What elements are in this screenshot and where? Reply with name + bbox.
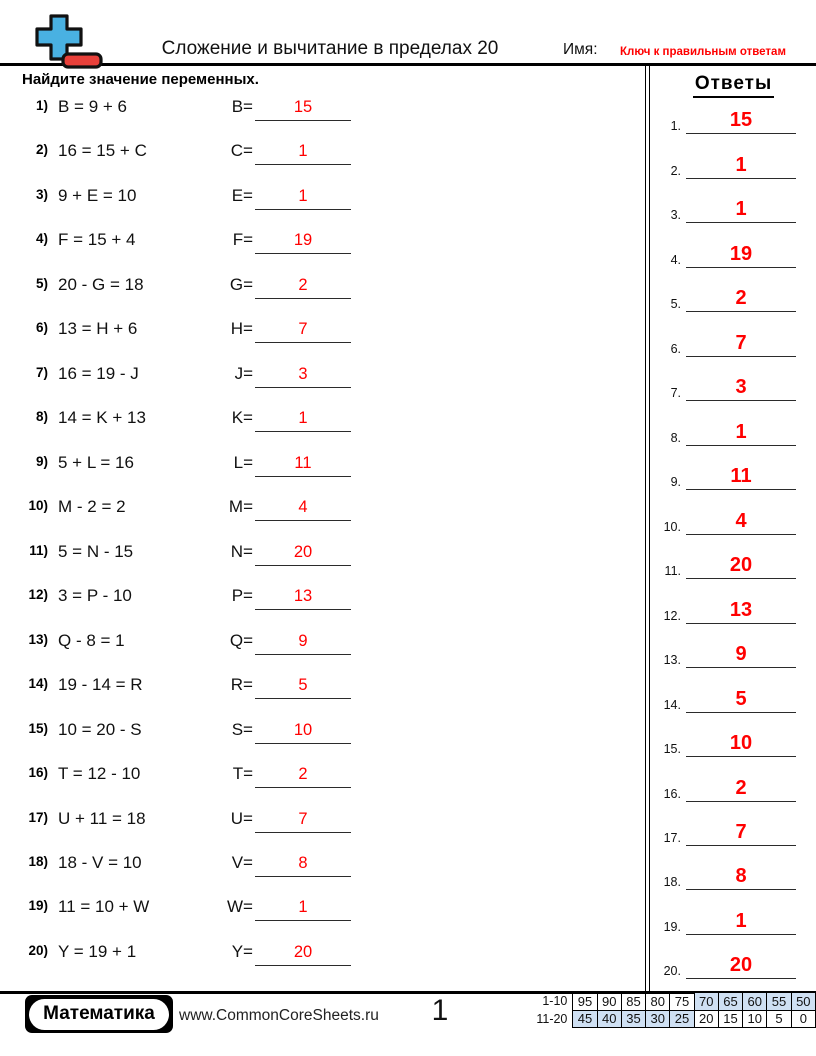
answer-value: 7 bbox=[298, 809, 308, 828]
problem-number: 9) bbox=[35, 453, 48, 469]
problem-number: 17) bbox=[28, 809, 48, 825]
problem-number: 19) bbox=[28, 898, 48, 914]
answer-variable-label: B= bbox=[231, 97, 253, 116]
problem-number: 4) bbox=[35, 231, 48, 247]
header-divider bbox=[0, 63, 816, 66]
answer-variable-label: H= bbox=[230, 319, 253, 339]
answer-blank-line bbox=[255, 943, 351, 966]
answer-value: 20 bbox=[293, 542, 313, 561]
answer-row bbox=[651, 715, 816, 759]
problem-answer-area bbox=[183, 675, 355, 699]
answer-key-value: 1 bbox=[686, 199, 796, 223]
answer-blank-line bbox=[255, 320, 351, 343]
answer-number: 19. bbox=[663, 919, 681, 934]
problem-row bbox=[0, 221, 644, 265]
score-cell: 70 bbox=[694, 993, 718, 1011]
problem-answer-area bbox=[183, 720, 355, 744]
answer-row bbox=[651, 937, 816, 981]
answer-row bbox=[651, 537, 816, 581]
score-cell: 0 bbox=[791, 1010, 815, 1028]
score-cell: 45 bbox=[573, 1010, 597, 1028]
answer-key-value: 1 bbox=[686, 155, 796, 179]
problem-row bbox=[0, 399, 644, 443]
answer-blank-line bbox=[255, 854, 351, 877]
answer-variable-label: C= bbox=[230, 141, 253, 161]
answer-value: 1 bbox=[298, 898, 308, 917]
instructions-text: Найдите значение переменных. bbox=[22, 71, 259, 88]
answer-blank-line bbox=[255, 498, 351, 521]
problem-equation: U + 11 = 18 bbox=[58, 808, 146, 828]
answer-value: 19 bbox=[293, 231, 313, 250]
score-cell: 90 bbox=[597, 993, 621, 1011]
answer-key-value: 4 bbox=[686, 511, 796, 535]
answer-key-value: 15 bbox=[686, 110, 796, 134]
problem-row bbox=[0, 666, 644, 710]
answer-variable-label: R= bbox=[230, 675, 253, 695]
problem-equation: 16 = 19 - J bbox=[58, 363, 139, 383]
answer-row bbox=[651, 225, 816, 269]
score-cell: 10 bbox=[743, 1010, 767, 1028]
problem-row bbox=[0, 711, 644, 755]
answer-number: 4. bbox=[670, 252, 681, 267]
answer-key-value: 11 bbox=[686, 466, 796, 490]
answer-blank-line bbox=[255, 721, 351, 744]
problem-row bbox=[0, 488, 644, 532]
answer-row bbox=[651, 804, 816, 848]
worksheet-title: Сложение и вычитание в пределах 20 bbox=[161, 38, 499, 59]
problem-equation: Q - 8 = 1 bbox=[58, 630, 125, 650]
answer-value: 4 bbox=[298, 498, 308, 517]
answer-value: 7 bbox=[298, 320, 308, 339]
answer-number: 9. bbox=[670, 475, 681, 490]
answer-number: 16. bbox=[663, 786, 681, 801]
problem-number: 11) bbox=[29, 542, 48, 558]
answer-blank-line bbox=[255, 543, 351, 566]
answer-variable-label: T= bbox=[232, 764, 253, 784]
brand-label: Математика bbox=[29, 999, 169, 1030]
problem-number: 6) bbox=[35, 320, 48, 336]
answer-key-value: 20 bbox=[686, 555, 796, 579]
page-number: 1 bbox=[431, 994, 449, 1027]
answer-variable-label: M= bbox=[228, 497, 253, 517]
answer-value: 1 bbox=[298, 142, 308, 161]
problem-answer-area bbox=[183, 319, 355, 343]
plus-minus-logo bbox=[27, 13, 105, 71]
problem-number: 13) bbox=[28, 631, 48, 647]
answer-blank-line bbox=[255, 454, 351, 477]
answer-variable-label: Y= bbox=[231, 941, 253, 961]
problem-answer-area bbox=[183, 586, 355, 610]
score-cell: 15 bbox=[718, 1010, 742, 1028]
problem-equation: 11 = 10 + W bbox=[58, 897, 150, 917]
score-cell: 60 bbox=[743, 993, 767, 1011]
minus-icon bbox=[63, 54, 101, 67]
problem-row bbox=[0, 533, 644, 577]
answer-row bbox=[651, 181, 816, 225]
answer-key-value: 20 bbox=[686, 955, 796, 979]
problem-equation: T = 12 - 10 bbox=[58, 764, 141, 784]
problem-number: 20) bbox=[28, 942, 48, 958]
answer-value: 3 bbox=[298, 364, 308, 383]
answer-variable-label: P= bbox=[231, 586, 253, 606]
answer-blank-line bbox=[255, 810, 351, 833]
score-cell: 20 bbox=[694, 1010, 718, 1028]
score-cell: 85 bbox=[621, 993, 645, 1011]
problem-number: 1) bbox=[35, 98, 48, 113]
answer-row bbox=[651, 670, 816, 714]
answer-blank-line bbox=[255, 276, 351, 299]
problem-answer-area bbox=[183, 631, 355, 655]
score-row-label: 11-20 bbox=[536, 1011, 568, 1026]
problem-equation: 5 + L = 16 bbox=[58, 452, 134, 472]
problem-row bbox=[0, 577, 644, 621]
answer-value: 11 bbox=[294, 453, 312, 472]
problem-equation: F = 15 + 4 bbox=[58, 230, 136, 250]
problem-row bbox=[0, 177, 644, 221]
answer-variable-label: N= bbox=[230, 541, 253, 561]
problem-answer-area bbox=[183, 497, 355, 521]
answer-number: 2. bbox=[670, 163, 681, 178]
answer-variable-label: E= bbox=[231, 185, 253, 205]
answer-number: 17. bbox=[663, 830, 681, 845]
answer-key-value: 3 bbox=[686, 377, 796, 401]
score-table-row bbox=[528, 993, 816, 1011]
answer-blank-line bbox=[255, 409, 351, 432]
problem-answer-area bbox=[183, 97, 355, 121]
score-table bbox=[528, 992, 816, 1028]
problem-number: 15) bbox=[28, 720, 48, 736]
answer-value: 1 bbox=[298, 409, 308, 428]
answer-variable-label: K= bbox=[231, 408, 253, 428]
answer-value: 13 bbox=[293, 587, 313, 606]
answer-key-value: 1 bbox=[686, 911, 796, 935]
score-cell: 35 bbox=[621, 1010, 645, 1028]
answer-number: 13. bbox=[663, 653, 681, 668]
problem-equation: 18 - V = 10 bbox=[58, 852, 142, 872]
problem-answer-area bbox=[183, 942, 355, 966]
answer-value: 20 bbox=[293, 942, 313, 961]
answer-number: 18. bbox=[663, 875, 681, 890]
problem-row bbox=[0, 88, 644, 132]
problem-row bbox=[0, 622, 644, 666]
problem-number: 7) bbox=[35, 364, 48, 380]
answer-key-value: 1 bbox=[686, 422, 796, 446]
answer-value: 1 bbox=[298, 186, 308, 205]
problem-equation: B = 9 + 6 bbox=[58, 97, 127, 116]
problem-equation: 19 - 14 = R bbox=[58, 675, 143, 695]
problem-row bbox=[0, 355, 644, 399]
problem-number: 10) bbox=[28, 498, 48, 514]
answer-blank-line bbox=[255, 632, 351, 655]
problem-row bbox=[0, 844, 644, 888]
name-label: Имя: bbox=[563, 41, 598, 58]
problem-answer-area bbox=[183, 275, 355, 299]
answer-row bbox=[651, 492, 816, 536]
score-cell: 80 bbox=[646, 993, 670, 1011]
answer-row bbox=[651, 136, 816, 180]
problem-number: 8) bbox=[35, 409, 48, 425]
answer-variable-label: J= bbox=[234, 363, 253, 383]
problem-answer-area bbox=[183, 364, 355, 388]
answer-variable-label: F= bbox=[232, 230, 253, 250]
answer-key-value: 2 bbox=[686, 778, 796, 802]
answer-row bbox=[651, 448, 816, 492]
answer-number: 5. bbox=[670, 297, 681, 312]
problem-row bbox=[0, 132, 644, 176]
answer-row bbox=[651, 759, 816, 803]
problem-row bbox=[0, 888, 644, 932]
problem-equation: 13 = H + 6 bbox=[58, 319, 138, 339]
answer-value: 9 bbox=[298, 631, 308, 650]
answer-value: 8 bbox=[298, 853, 308, 872]
score-cell: 25 bbox=[670, 1010, 694, 1028]
brand-badge bbox=[25, 995, 173, 1033]
answer-row bbox=[651, 359, 816, 403]
answer-key-value: 8 bbox=[686, 866, 796, 890]
problem-answer-area bbox=[183, 853, 355, 877]
problem-row bbox=[0, 755, 644, 799]
answer-variable-label: S= bbox=[231, 719, 253, 739]
answer-number: 15. bbox=[663, 742, 681, 757]
answer-blank-line bbox=[255, 676, 351, 699]
answer-variable-label: Q= bbox=[229, 630, 253, 650]
answer-variable-label: V= bbox=[231, 852, 253, 872]
answer-blank-line bbox=[255, 142, 351, 165]
answer-row bbox=[651, 92, 816, 136]
problem-answer-area bbox=[183, 230, 355, 254]
answer-blank-line bbox=[255, 898, 351, 921]
answer-number: 14. bbox=[663, 697, 681, 712]
answer-row bbox=[651, 581, 816, 625]
problem-equation: 9 + E = 10 bbox=[58, 185, 137, 205]
answer-number: 3. bbox=[670, 208, 681, 223]
answer-number: 20. bbox=[663, 964, 681, 979]
answer-number: 6. bbox=[670, 341, 681, 356]
answer-row bbox=[651, 270, 816, 314]
answer-value: 2 bbox=[298, 765, 308, 784]
problem-equation: 16 = 15 + C bbox=[58, 141, 147, 161]
problem-number: 18) bbox=[28, 853, 48, 869]
problem-answer-area bbox=[183, 542, 355, 566]
answer-value: 2 bbox=[298, 275, 308, 294]
answer-row bbox=[651, 403, 816, 447]
score-row-label: 1-10 bbox=[542, 994, 568, 1009]
problem-row bbox=[0, 800, 644, 844]
score-cell: 55 bbox=[767, 993, 791, 1011]
problem-number: 16) bbox=[28, 765, 48, 781]
problem-equation: 14 = K + 13 bbox=[58, 408, 146, 428]
problem-answer-area bbox=[183, 186, 355, 210]
column-separator bbox=[645, 66, 650, 991]
answer-variable-label: U= bbox=[230, 808, 253, 828]
problem-row bbox=[0, 444, 644, 488]
answer-key-value: 19 bbox=[686, 244, 796, 268]
problem-equation: Y = 19 + 1 bbox=[58, 941, 137, 961]
answer-value: 5 bbox=[298, 676, 308, 695]
score-cell: 50 bbox=[791, 993, 815, 1011]
problem-number: 5) bbox=[35, 275, 48, 291]
answer-row bbox=[651, 848, 816, 892]
score-cell: 75 bbox=[670, 993, 694, 1011]
answer-number: 11. bbox=[664, 564, 681, 579]
problem-number: 2) bbox=[35, 142, 48, 158]
problem-equation: 3 = P - 10 bbox=[58, 586, 132, 606]
problem-equation: 10 = 20 - S bbox=[58, 719, 142, 739]
problem-number: 14) bbox=[28, 676, 48, 692]
answer-key-value: 7 bbox=[686, 333, 796, 357]
answer-key-value: 13 bbox=[686, 600, 796, 624]
score-cell: 5 bbox=[767, 1010, 791, 1028]
answer-variable-label: G= bbox=[229, 274, 253, 294]
problem-row bbox=[0, 266, 644, 310]
answer-blank-line bbox=[255, 231, 351, 254]
answer-number: 8. bbox=[670, 430, 681, 445]
answer-number: 10. bbox=[663, 519, 681, 534]
problem-answer-area bbox=[183, 809, 355, 833]
problem-answer-area bbox=[183, 408, 355, 432]
answers-heading: Ответы bbox=[693, 73, 774, 98]
problem-number: 12) bbox=[28, 587, 48, 603]
problem-answer-area bbox=[183, 453, 355, 477]
answers-list bbox=[651, 92, 816, 981]
problem-answer-area bbox=[183, 764, 355, 788]
problem-row bbox=[0, 310, 644, 354]
problem-row bbox=[0, 933, 644, 977]
answer-variable-label: L= bbox=[233, 452, 253, 472]
answer-blank-line bbox=[255, 98, 351, 121]
answer-key-value: 9 bbox=[686, 644, 796, 668]
website-url: www.CommonCoreSheets.ru bbox=[179, 1007, 379, 1024]
problem-number: 3) bbox=[35, 186, 48, 202]
score-cell: 95 bbox=[573, 993, 597, 1011]
answer-blank-line bbox=[255, 587, 351, 610]
answer-key-value: 2 bbox=[686, 288, 796, 312]
answer-number: 1. bbox=[670, 119, 681, 134]
problem-answer-area bbox=[183, 897, 355, 921]
score-cell: 30 bbox=[646, 1010, 670, 1028]
answer-blank-line bbox=[255, 187, 351, 210]
answer-number: 12. bbox=[663, 608, 681, 623]
answer-row bbox=[651, 626, 816, 670]
answer-key-value: 10 bbox=[686, 733, 796, 757]
answer-row bbox=[651, 314, 816, 358]
answer-value: 15 bbox=[293, 98, 313, 116]
problem-equation: 5 = N - 15 bbox=[58, 541, 134, 561]
answer-key-value: 5 bbox=[686, 689, 796, 713]
score-cell: 40 bbox=[597, 1010, 621, 1028]
score-table-row bbox=[528, 1010, 816, 1028]
answer-variable-label: W= bbox=[227, 897, 253, 917]
answer-key-value: 7 bbox=[686, 822, 796, 846]
problem-answer-area bbox=[183, 141, 355, 165]
answer-blank-line bbox=[255, 365, 351, 388]
answer-key-label: Ключ к правильным ответам bbox=[620, 46, 786, 58]
answer-value: 10 bbox=[293, 720, 313, 739]
answer-blank-line bbox=[255, 765, 351, 788]
answer-row bbox=[651, 892, 816, 936]
problem-equation: M - 2 = 2 bbox=[58, 497, 126, 517]
answer-number: 7. bbox=[670, 386, 681, 401]
problems-list bbox=[0, 88, 644, 977]
score-cell: 65 bbox=[718, 993, 742, 1011]
problem-equation: 20 - G = 18 bbox=[58, 274, 144, 294]
